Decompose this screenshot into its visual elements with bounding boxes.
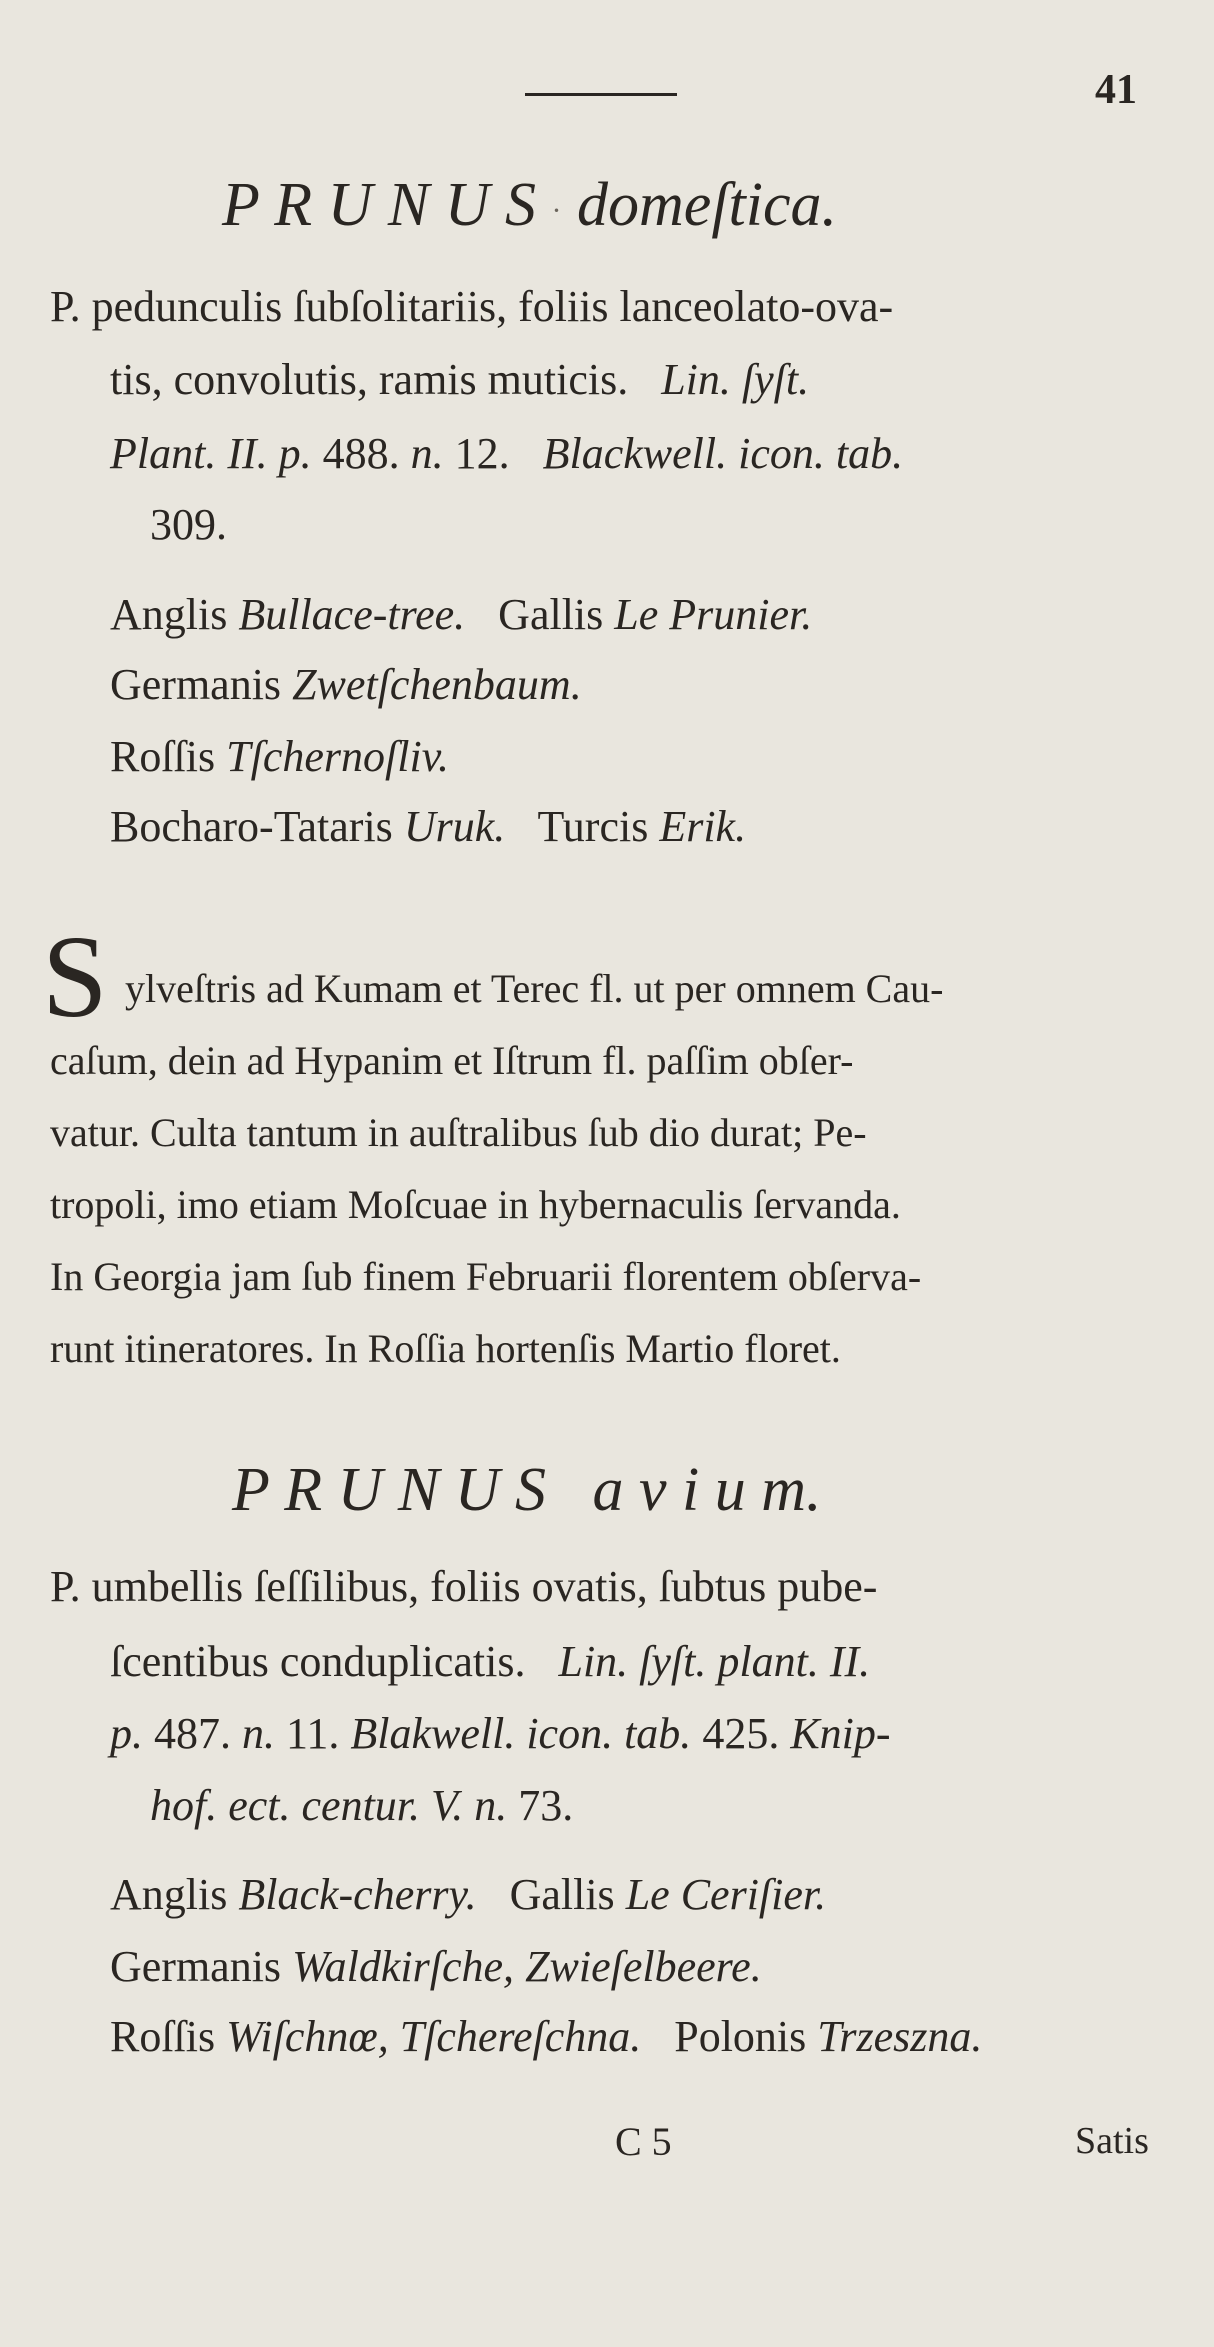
diagnosis-line: P. pedunculis ſubſolitariis, foliis lanceolato-ova- xyxy=(50,282,894,331)
species-epithet: domeſtica. xyxy=(577,171,838,239)
signature-mark: C 5 xyxy=(615,2119,672,2164)
page-number: 41 xyxy=(1095,67,1137,113)
vernacular-name-row: Anglis Black-cherry. Gallis Le Ceriſier. xyxy=(110,1870,827,1919)
catchword: Satis xyxy=(1075,2120,1149,2162)
paragraph-line: ylveſtris ad Kumam et Terec fl. ut per omnem Cau- xyxy=(125,966,944,1011)
diagnosis-line: ſcentibus conduplicatis. Lin. ſyſt. plant. II. xyxy=(110,1637,871,1686)
species-heading-1: P R U N U S · domeſtica. xyxy=(222,171,838,239)
species-heading-2 xyxy=(232,1455,822,1526)
species-epithet: a v i u m. xyxy=(592,1456,822,1524)
vernacular-name-row: Germanis Zwetſchenbaum. xyxy=(110,660,582,709)
paragraph-line: In Georgia jam ſub finem Februarii florentem obſerva- xyxy=(50,1254,922,1299)
paragraph-line: caſum, dein ad Hypanim et Iſtrum fl. paſſim obſer- xyxy=(50,1038,854,1083)
diagnosis-line: 309. xyxy=(150,500,227,549)
vernacular-name-row: Bocharo-Tataris Uruk. Turcis Erik. xyxy=(110,802,747,851)
diagnosis-line: Plant. II. p. 488. n. 12. Blackwell. icon. tab. xyxy=(110,429,904,478)
diagnosis-line: p. 487. n. 11. Blakwell. icon. tab. 425. Knip- xyxy=(110,1709,891,1758)
paragraph-line: runt itineratores. In Roſſia hortenſis Martio floret. xyxy=(50,1326,841,1371)
diagnosis-line: P. umbellis ſeſſilibus, foliis ovatis, ſubtus pube- xyxy=(50,1562,878,1611)
genus-name: P R U N U S xyxy=(222,171,537,239)
vernacular-name-row: Anglis Bullace-tree. Gallis Le Prunier. xyxy=(110,590,813,639)
vernacular-name-row: Roſſis Tſchernoſliv. xyxy=(110,732,449,781)
paragraph-line: tropoli, imo etiam Moſcuae in hybernaculis ſervanda. xyxy=(50,1182,901,1227)
genus-name: P R U N U S xyxy=(232,1456,547,1524)
drop-cap: S xyxy=(42,911,108,1042)
diagnosis-line: hof. ect. centur. V. n. 73. xyxy=(150,1781,574,1830)
vernacular-name-row: Roſſis Wiſchnœ, Tſchereſchna. Polonis Trzeszna. xyxy=(110,2012,983,2061)
header-rule xyxy=(525,93,677,96)
vernacular-name-row: Germanis Waldkirſche, Zwieſelbeere. xyxy=(110,1942,762,1991)
paragraph-line: vatur. Culta tantum in auſtralibus ſub dio durat; Pe- xyxy=(50,1110,867,1155)
diagnosis-line: tis, convolutis, ramis muticis. Lin. ſyſt. xyxy=(110,355,810,404)
